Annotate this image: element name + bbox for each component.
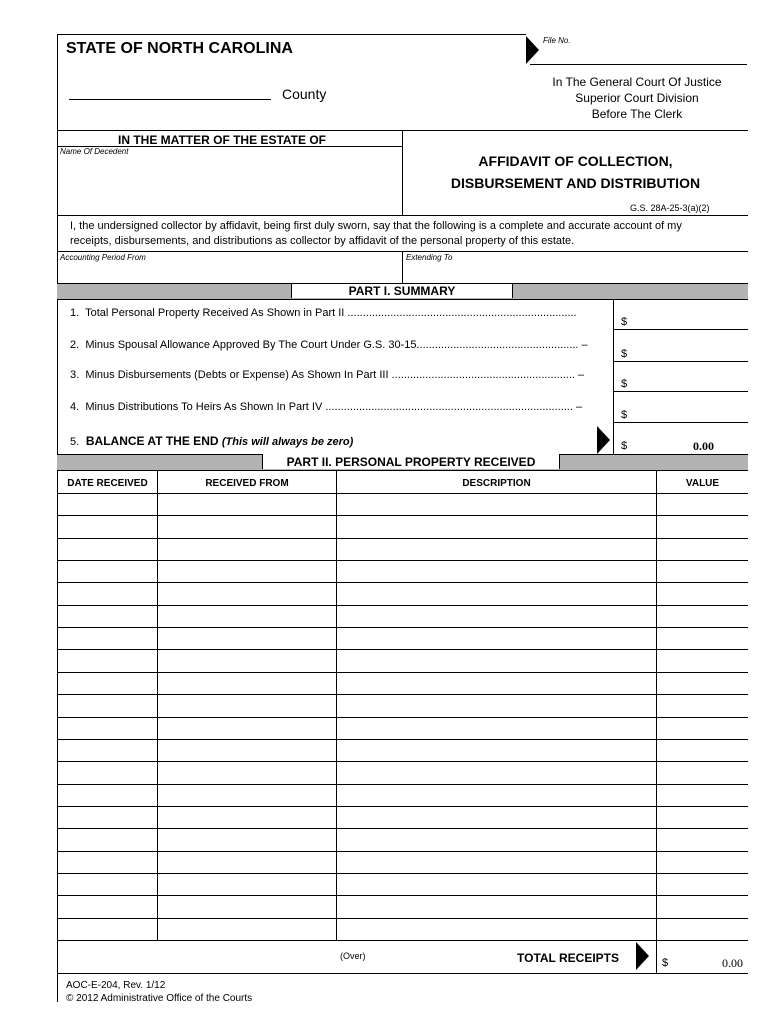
table-cell-from[interactable] (158, 807, 335, 827)
table-cell-from[interactable] (158, 740, 335, 760)
decedent-label: Name Of Decedent (60, 147, 129, 156)
table-cell-from[interactable] (158, 494, 335, 514)
table-cell-description[interactable] (337, 650, 655, 670)
summary-line-3-currency: $ (621, 378, 628, 390)
table-cell-value[interactable] (657, 829, 747, 849)
table-cell-description[interactable] (337, 539, 655, 559)
table-cell-date[interactable] (58, 919, 156, 939)
table-cell-date[interactable] (58, 583, 156, 603)
oath-line-1: I, the undersigned collector by affidavit, being first duly sworn, say that the following is a complete and accurate account of my (70, 220, 682, 232)
period-from-label: Accounting Period From (60, 253, 146, 262)
table-cell-date[interactable] (58, 718, 156, 738)
summary-line-3-amount[interactable] (632, 365, 746, 390)
table-cell-value[interactable] (657, 516, 747, 536)
table-cell-from[interactable] (158, 606, 335, 626)
table-cell-description[interactable] (337, 807, 655, 827)
table-cell-date[interactable] (58, 807, 156, 827)
state-title: STATE OF NORTH CAROLINA (66, 40, 293, 57)
summary-line-1-amount[interactable] (632, 304, 746, 328)
table-cell-description[interactable] (337, 896, 655, 916)
balance-arrow-icon (597, 426, 610, 454)
total-currency: $ (662, 957, 669, 969)
table-cell-date[interactable] (58, 539, 156, 559)
table-cell-description[interactable] (337, 919, 655, 939)
table-cell-value[interactable] (657, 785, 747, 805)
summary-line-2-amount[interactable] (632, 334, 746, 360)
form-id: AOC-E-204, Rev. 1/12 (66, 980, 166, 991)
col-received-from: RECEIVED FROM (205, 478, 289, 489)
table-cell-description[interactable] (337, 785, 655, 805)
table-cell-date[interactable] (58, 695, 156, 715)
table-cell-description[interactable] (337, 718, 655, 738)
table-cell-from[interactable] (158, 650, 335, 670)
col-date-received: DATE RECEIVED (67, 478, 148, 489)
balance-value: 0.00 (693, 439, 714, 453)
table-cell-value[interactable] (657, 583, 747, 603)
table-cell-date[interactable] (58, 762, 156, 782)
county-field[interactable] (69, 99, 271, 100)
table-cell-value[interactable] (657, 494, 747, 514)
file-no-arrow-icon (526, 36, 539, 64)
table-cell-value[interactable] (657, 740, 747, 760)
table-cell-date[interactable] (58, 628, 156, 648)
statute-reference: G.S. 28A-25-3(a)(2) (630, 203, 710, 213)
table-cell-description[interactable] (337, 628, 655, 648)
estate-matter-title: IN THE MATTER OF THE ESTATE OF (118, 133, 326, 147)
summary-line-3: 3. Minus Disbursements (Debts or Expense) As Shown In Part III ............................................................ – (70, 369, 585, 381)
table-cell-date[interactable] (58, 516, 156, 536)
table-cell-value[interactable] (657, 650, 747, 670)
period-from-field[interactable] (58, 262, 401, 282)
summary-line-2-currency: $ (621, 348, 628, 360)
table-cell-from[interactable] (158, 919, 335, 939)
table-cell-from[interactable] (158, 583, 335, 603)
table-cell-value[interactable] (657, 896, 747, 916)
table-cell-description[interactable] (337, 494, 655, 514)
summary-line-4-currency: $ (621, 409, 628, 421)
form-title (403, 150, 748, 194)
total-receipts-label: TOTAL RECEIPTS (517, 951, 620, 965)
oath-line-2: receipts, disbursements, and distributions as collector by affidavit of the personal property of this estate. (70, 235, 575, 247)
court-line-2: Superior Court Division (575, 91, 699, 105)
total-arrow-icon (636, 942, 649, 970)
table-cell-date[interactable] (58, 829, 156, 849)
col-description: DESCRIPTION (462, 478, 531, 489)
table-cell-value[interactable] (657, 807, 747, 827)
table-cell-description[interactable] (337, 673, 655, 693)
table-cell-from[interactable] (158, 829, 335, 849)
table-cell-from[interactable] (158, 516, 335, 536)
table-cell-date[interactable] (58, 494, 156, 514)
court-line-1: In The General Court Of Justice (552, 75, 722, 89)
table-cell-from[interactable] (158, 695, 335, 715)
oath-statement (70, 219, 740, 249)
table-cell-date[interactable] (58, 606, 156, 626)
table-cell-date[interactable] (58, 650, 156, 670)
table-cell-from[interactable] (158, 539, 335, 559)
copyright: © 2012 Administrative Office of the Courts (66, 993, 253, 1004)
table-cell-value[interactable] (657, 695, 747, 715)
extending-to-field[interactable] (404, 262, 747, 282)
table-cell-value[interactable] (657, 606, 747, 626)
table-cell-value[interactable] (657, 874, 747, 894)
table-cell-value[interactable] (657, 919, 747, 939)
form-title-line-1: AFFIDAVIT OF COLLECTION, (478, 153, 673, 169)
col-value: VALUE (685, 478, 720, 489)
table-cell-description[interactable] (337, 829, 655, 849)
table-cell-value[interactable] (657, 673, 747, 693)
over-label: (Over) (340, 951, 366, 961)
table-cell-date[interactable] (58, 896, 156, 916)
table-cell-from[interactable] (158, 896, 335, 916)
table-cell-value[interactable] (657, 628, 747, 648)
form-title-line-2: DISBURSEMENT AND DISTRIBUTION (450, 175, 701, 191)
table-cell-description[interactable] (337, 583, 655, 603)
table-cell-value[interactable] (657, 718, 747, 738)
table-cell-from[interactable] (158, 561, 335, 581)
county-label: County (282, 86, 327, 102)
table-cell-date[interactable] (58, 852, 156, 872)
summary-line-4-amount[interactable] (632, 396, 746, 421)
part1-title: PART I. SUMMARY (291, 283, 513, 298)
table-cell-description[interactable] (337, 561, 655, 581)
table-cell-from[interactable] (158, 628, 335, 648)
table-cell-description[interactable] (337, 695, 655, 715)
table-cell-from[interactable] (158, 852, 335, 872)
summary-line-1: 1. Total Personal Property Received As Shown in Part II ........................................................................... (70, 307, 577, 319)
summary-line-5: 5. BALANCE AT THE END (This will always be zero) (70, 434, 354, 448)
table-cell-description[interactable] (337, 516, 655, 536)
table-cell-from[interactable] (158, 785, 335, 805)
decedent-name-field[interactable] (58, 158, 401, 214)
summary-line-1-currency: $ (621, 316, 628, 328)
table-cell-description[interactable] (337, 874, 655, 894)
table-cell-date[interactable] (58, 874, 156, 894)
court-line-3: Before The Clerk (591, 107, 683, 121)
table-cell-from[interactable] (158, 762, 335, 782)
extending-to-label: Extending To (406, 253, 453, 262)
table-cell-description[interactable] (337, 606, 655, 626)
file-no-label: File No. (543, 36, 571, 45)
file-no-field[interactable] (530, 64, 747, 65)
table-cell-value[interactable] (657, 539, 747, 559)
court-info (526, 74, 748, 122)
table-cell-from[interactable] (158, 874, 335, 894)
balance-currency: $ (621, 440, 628, 452)
summary-line-4: 4. Minus Distributions To Heirs As Shown In Part IV ................................................................................. – (70, 401, 583, 413)
table-cell-description[interactable] (337, 740, 655, 760)
table-cell-from[interactable] (158, 718, 335, 738)
table-cell-date[interactable] (58, 561, 156, 581)
table-cell-from[interactable] (158, 673, 335, 693)
table-cell-date[interactable] (58, 673, 156, 693)
table-cell-value[interactable] (657, 561, 747, 581)
table-cell-description[interactable] (337, 762, 655, 782)
table-cell-description[interactable] (337, 852, 655, 872)
total-receipts-value: 0.00 (722, 956, 743, 970)
part2-title: PART II. PERSONAL PROPERTY RECEIVED (262, 454, 560, 469)
summary-line-2: 2. Minus Spousal Allowance Approved By The Court Under G.S. 30-15..................................................... – (70, 339, 588, 351)
table-cell-value[interactable] (657, 852, 747, 872)
table-cell-date[interactable] (58, 785, 156, 805)
table-cell-value[interactable] (657, 762, 747, 782)
table-cell-date[interactable] (58, 740, 156, 760)
